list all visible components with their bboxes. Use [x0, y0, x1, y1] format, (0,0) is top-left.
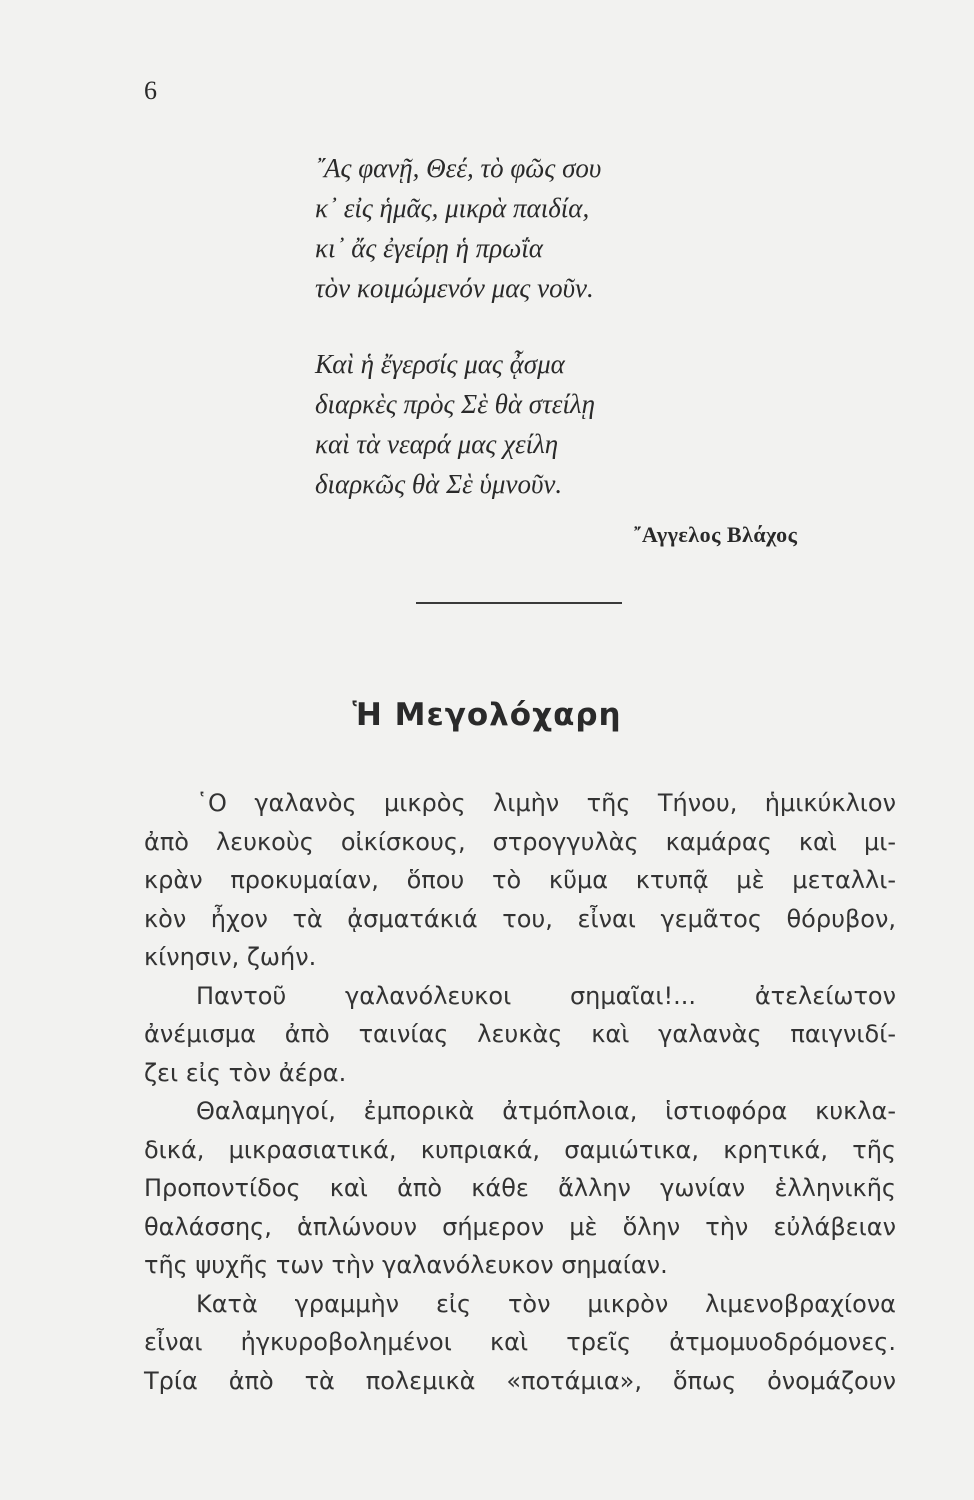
poem-line: κ᾽ εἰς ἡμᾶς, μικρὰ παιδία, [315, 193, 590, 223]
poem-line: κι᾽ ἄς ἐγείρῃ ἡ πρωΐα [315, 233, 543, 263]
text-line: ζει εἰς τὸν ἀέρα. [144, 1058, 347, 1087]
text-line: Κατὰ γραμμὴν εἰς τὸν μικρὸν λιμενοβραχίονα [196, 1289, 896, 1318]
text-line: Προποντίδος καὶ ἀπὸ κάθε ἄλλην γωνίαν ἑλληνικῆς [144, 1174, 896, 1202]
poem-line: Καὶ ἡ ἔγερσίς μας ᾆσμα [315, 349, 565, 379]
text-line: ἀπὸ λευκοὺς οἰκίσκους, στρογγυλὰς καμάρας καὶ μι- [144, 827, 896, 856]
text-line: Τρία ἀπὸ τὰ πολεμικὰ «ποτάμια», ὅπως ὀνομάζουν [144, 1366, 896, 1395]
poem-line: διαρκὲς πρὸς Σὲ θὰ στείλῃ [315, 389, 596, 419]
poem-stanza-2 [315, 344, 735, 504]
text-line: ῾Ο γαλανὸς μικρὸς λιμὴν τῆς Τήνου, ἡμικύκλιον [196, 789, 896, 817]
article-title: Ἡ Μεγολόχαρη [352, 697, 622, 733]
text-line: κίνησιν, ζωήν. [144, 943, 317, 971]
poem-author: ῎Αγγελος Βλάχος [634, 522, 798, 547]
text-line: ἀνέμισμα ἀπὸ ταινίας λευκὰς καὶ γαλανὰς παιγνιδί- [144, 1020, 896, 1048]
poem-line: καὶ τὰ νεαρά μας χείλη [315, 429, 559, 459]
text-line: δικά, μικρασιατικά, κυπριακά, σαμιώτικα, κρητικά, τῆς [144, 1135, 896, 1164]
poem-line: ῎Ας φανῇ, Θεέ, τὸ φῶς σου [315, 153, 602, 183]
poem-stanza-1 [315, 148, 735, 308]
text-line: εἶναι ἠγκυροβολημένοι καὶ τρεῖς ἀτμομυοδρόμονες. [144, 1328, 896, 1356]
text-line: Θαλαμηγοί, ἐμπορικὰ ἀτμόπλοια, ἱστιοφόρα κυκλα- [196, 1097, 896, 1125]
section-divider [416, 602, 622, 604]
text-line: Παντοῦ γαλανόλευκοι σημαῖαι!... ἀτελείωτον [196, 981, 896, 1010]
text-line: τῆς ψυχῆς των τὴν γαλανόλευκον σημαίαν. [144, 1251, 668, 1279]
poem [315, 148, 735, 540]
poem-line: τὸν κοιμώμενόν μας νοῦν. [315, 273, 594, 303]
poem-line: διαρκῶς θὰ Σὲ ὑμνοῦν. [315, 469, 563, 499]
page-number: 6 [144, 76, 157, 105]
article-body [144, 784, 896, 1400]
text-line: θαλάσσης, ἁπλώνουν σήμερον μὲ ὅλην τὴν εὐλάβειαν [144, 1212, 896, 1241]
text-line: κρὰν προκυμαίαν, ὅπου τὸ κῦμα κτυπᾷ μὲ μεταλλι- [144, 866, 896, 894]
text-line: κὸν ἦχον τὰ ᾀσματάκιά του, εἶναι γεμᾶτος θόρυβον, [144, 904, 896, 933]
